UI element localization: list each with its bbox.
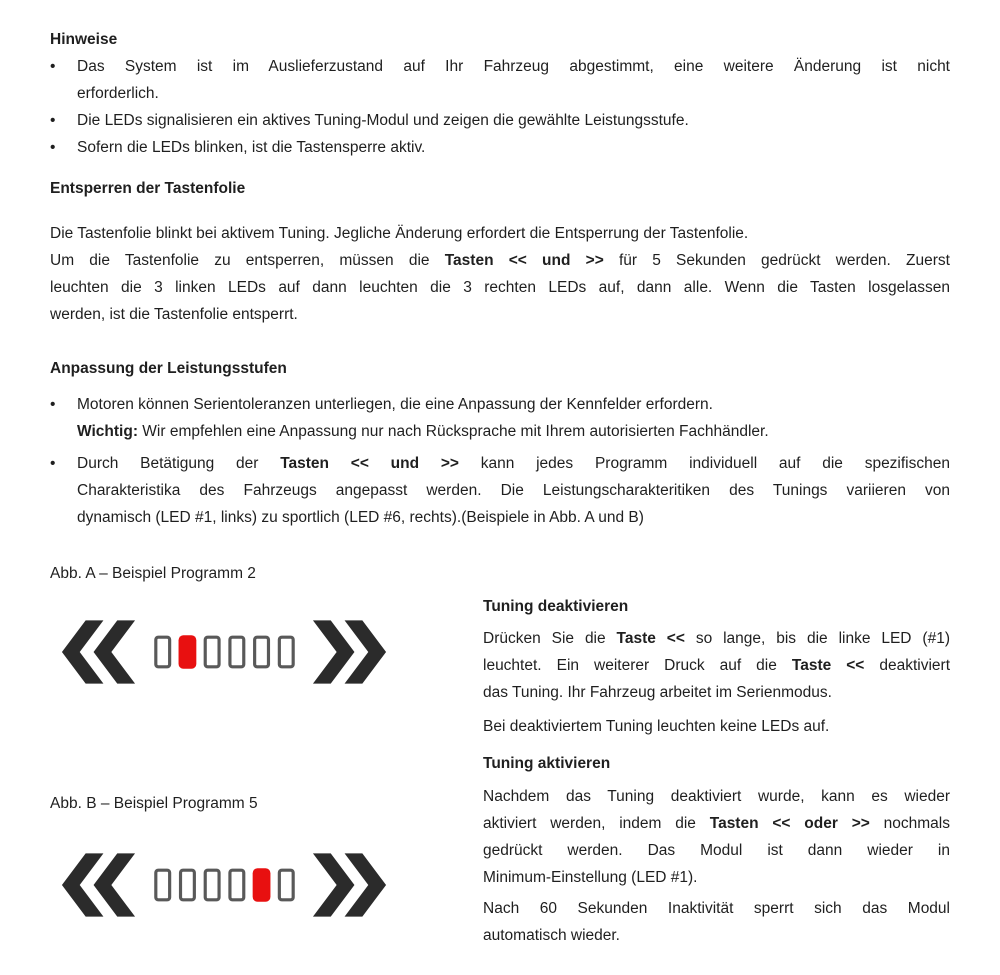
led-6 <box>279 870 293 900</box>
paragraph-line <box>483 625 950 652</box>
paragraph-line: Nachdem das Tuning deaktiviert wurde, kann es wieder <box>483 788 950 805</box>
bullet-icon: • <box>50 139 56 156</box>
bullet-item <box>50 107 950 134</box>
bullet-line <box>77 450 950 477</box>
bullet-text <box>77 391 950 445</box>
bullet-icon: • <box>50 58 56 75</box>
chevron-band <box>94 853 136 916</box>
text-run: deaktiviert <box>864 657 950 674</box>
heading-hinweise: Hinweise <box>50 31 118 48</box>
deaktivieren-note: Bei deaktiviertem Tuning leuchten keine LEDs auf. <box>483 718 830 735</box>
bullet-icon: • <box>50 455 56 472</box>
double-chevron-left-icon <box>62 853 135 916</box>
paragraph-line: Die Tastenfolie blinkt bei aktivem Tuning. Jegliche Änderung erfordert die Entsperrung der Tastenfolie. <box>50 225 749 242</box>
bullet-item <box>50 450 950 531</box>
double-chevron-right-icon <box>313 853 386 916</box>
bullet-line: Charakteristika des Fahrzeugs angepasst werden. Die Leistungscharakteritiken des Tunings variieren von <box>77 482 950 499</box>
hinweise-bullet-list <box>50 53 950 161</box>
anpassung-bullet-list <box>50 391 950 531</box>
bullet-line: Motoren können Serientoleranzen unterliegen, die eine Anpassung der Kennfelder erfordern. <box>77 396 713 413</box>
paragraph-line <box>483 810 950 837</box>
heading-tuning-deaktivieren: Tuning deaktivieren <box>483 598 629 615</box>
bullet-line <box>77 418 950 445</box>
heading-tuning-aktivieren: Tuning aktivieren <box>483 755 611 772</box>
text-run: Um die Tastenfolie zu entsperren, müssen die <box>50 252 445 269</box>
aktivieren-note <box>483 895 950 949</box>
bullet-icon: • <box>50 112 56 129</box>
led-4 <box>230 637 244 667</box>
text-run: Wir empfehlen eine Anpassung nur nach Rücksprache mit Ihrem autorisierten Fachhändler. <box>138 423 769 440</box>
text-run: für 5 Sekunden gedrückt werden. Zuerst <box>603 252 950 269</box>
text-run: aktiviert werden, indem die <box>483 815 710 832</box>
paragraph-line: leuchten die 3 linken LEDs auf dann leuchten die 3 rechten LEDs auf, dann alle. Wenn die Tasten losgelassen <box>50 279 950 296</box>
text-run-bold: Tasten << und >> <box>280 455 459 472</box>
text-run: nochmals <box>869 815 950 832</box>
led-5 <box>255 637 269 667</box>
paragraph-line: gedrückt werden. Das Modul ist dann wieder in <box>483 842 950 859</box>
text-run-bold: Taste << <box>616 630 685 647</box>
chevron-band <box>313 620 355 683</box>
text-run-bold: Wichtig: <box>77 423 138 440</box>
paragraph-line <box>50 247 950 274</box>
led-2 <box>181 870 195 900</box>
text-run: Drücken Sie die <box>483 630 617 647</box>
led-6 <box>279 637 293 667</box>
heading-anpassung: Anpassung der Leistungsstufen <box>50 360 287 377</box>
bullet-line: Das System ist im Auslieferzustand auf Ihr Fahrzeug abgestimmt, eine weitere Änderung ist nicht <box>77 58 950 75</box>
led-2-active <box>179 635 197 669</box>
led-row <box>156 868 293 902</box>
chevron-band <box>313 853 355 916</box>
led-1 <box>156 870 170 900</box>
text-run-bold: Tasten << oder >> <box>709 815 870 832</box>
paragraph-line: das Tuning. Ihr Fahrzeug arbeitet im Serienmodus. <box>483 684 832 701</box>
double-chevron-left-icon <box>62 620 135 683</box>
aktivieren-paragraph <box>483 783 950 891</box>
bullet-line: dynamisch (LED #1, links) zu sportlich (LED #6, rechts).(Beispiele in Abb. A und B) <box>77 509 644 526</box>
bullet-text: Sofern die LEDs blinken, ist die Tastensperre aktiv. <box>77 139 426 156</box>
entsperren-paragraph <box>50 220 950 328</box>
tuning-text-column <box>483 560 950 949</box>
figure-b-label: Abb. B – Beispiel Programm 5 <box>50 795 258 812</box>
led-1 <box>156 637 170 667</box>
bullet-item <box>50 391 950 445</box>
figure-a-label: Abb. A – Beispiel Programm 2 <box>50 565 256 582</box>
led-3 <box>205 637 219 667</box>
text-run-bold: Taste << <box>791 657 865 674</box>
heading-entsperren: Entsperren der Tastenfolie <box>50 180 246 197</box>
double-chevron-right-icon <box>313 620 386 683</box>
figure-b-led-display <box>56 845 392 925</box>
paragraph-line <box>483 652 950 679</box>
figures-and-text-columns <box>50 560 950 949</box>
paragraph-line: Nach 60 Sekunden Inaktivität sperrt sich das Modul <box>483 900 950 917</box>
text-run: Durch Betätigung der <box>77 455 281 472</box>
paragraph-line: Minimum-Einstellung (LED #1). <box>483 869 698 886</box>
bullet-text: Die LEDs signalisieren ein aktives Tuning-Modul und zeigen die gewählte Leistungsstufe. <box>77 112 689 129</box>
led-row <box>156 635 293 669</box>
led-4 <box>230 870 244 900</box>
led-5-active <box>253 868 271 902</box>
deaktivieren-paragraph <box>483 625 950 706</box>
figure-a-led-display <box>56 612 392 692</box>
bullet-text <box>77 450 950 531</box>
bullet-icon: • <box>50 396 56 413</box>
paragraph-line: werden, ist die Tastenfolie entsperrt. <box>50 306 298 323</box>
bullet-text <box>77 53 950 107</box>
chevron-band <box>94 620 136 683</box>
bullet-item <box>50 134 950 161</box>
led-3 <box>205 870 219 900</box>
paragraph-line: automatisch wieder. <box>483 927 620 944</box>
text-run: so lange, bis die linke LED (#1) <box>684 630 950 647</box>
text-run-bold: Tasten << und >> <box>444 252 604 269</box>
figures-column <box>50 560 483 949</box>
text-run: leuchtet. Ein weiterer Druck auf die <box>483 657 792 674</box>
text-run: kann jedes Programm individuell auf die spezifischen <box>458 455 950 472</box>
bullet-item <box>50 53 950 107</box>
bullet-line: erforderlich. <box>77 85 159 102</box>
